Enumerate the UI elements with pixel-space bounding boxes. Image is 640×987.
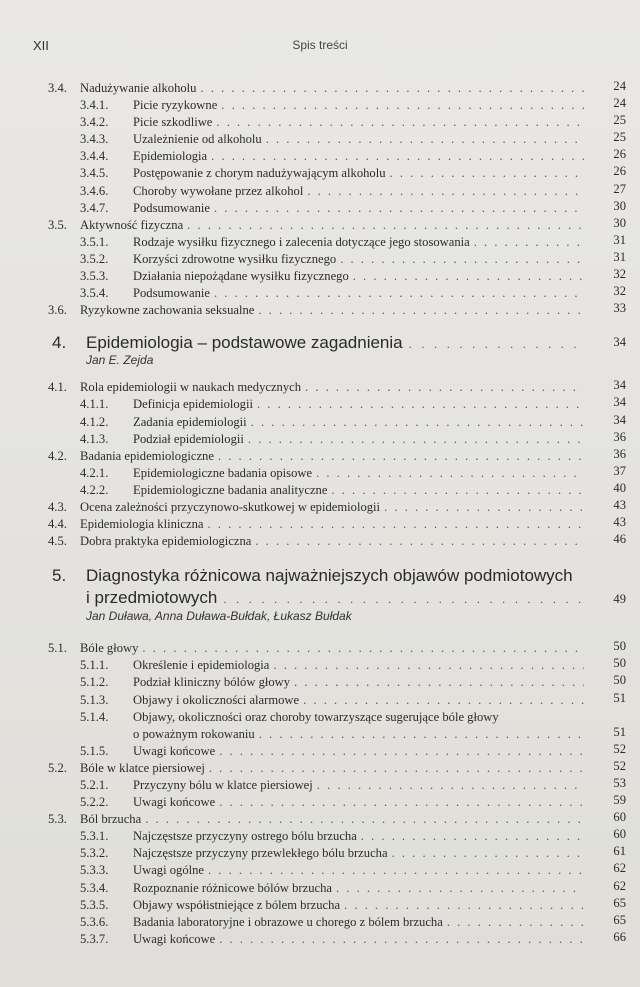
toc-entry[interactable] (0, 640, 640, 657)
entry-page: 65 (613, 912, 626, 927)
entry-title: Epidemiologiczne badania opisowe (133, 465, 313, 480)
toc-entry[interactable] (0, 302, 640, 319)
entry-title: Rodzaje wysiłku fizycznego i zalecenia dotyczące jego stosowania (133, 234, 470, 249)
leader-dots (221, 97, 584, 114)
toc-entry[interactable] (0, 777, 640, 794)
entry-title: Postępowanie z chorym nadużywającym alkoholu (133, 166, 386, 181)
entry-page: 24 (613, 79, 626, 93)
entry-page: 61 (613, 844, 626, 859)
entry-number: 4.1.1. (80, 397, 109, 412)
leader-dots (392, 845, 584, 862)
toc-entry[interactable] (0, 396, 640, 413)
entry-number: 3.4.3. (80, 132, 109, 147)
toc-entry[interactable] (0, 183, 640, 200)
toc-entry[interactable] (0, 811, 640, 828)
leader-dots (258, 302, 584, 319)
leader-dots (317, 777, 584, 794)
leader-dots (294, 674, 584, 691)
entry-number: 4.4. (48, 517, 67, 532)
entry-number: 5.1.5. (80, 743, 109, 758)
entry-title: Podział epidemiologii (133, 431, 244, 446)
entry-title: Picie szkodliwe (133, 115, 213, 130)
entry-title: Aktywność fizyczna (80, 217, 184, 232)
entry-number: 5.3.5. (80, 897, 109, 912)
leader-dots (145, 811, 584, 828)
toc-entry[interactable] (0, 414, 640, 431)
entry-number: 4.1.2. (80, 414, 109, 429)
toc-entry[interactable] (0, 431, 640, 448)
entry-number: 3.6. (48, 303, 67, 318)
toc-entry[interactable] (0, 465, 640, 482)
chapter-5-entries (0, 640, 640, 948)
entry-number: 5.1. (48, 641, 67, 656)
entry-page: 43 (613, 515, 626, 530)
leader-dots (211, 148, 584, 165)
entry-number: 4.5. (48, 534, 67, 549)
entry-title: Definicja epidemiologii (133, 397, 253, 412)
leader-dots (142, 640, 584, 657)
toc-entry[interactable] (0, 760, 640, 777)
entry-title: Podział kliniczny bólów głowy (133, 675, 291, 690)
entry-number: 5.1.2. (80, 675, 109, 690)
entry-page: 60 (613, 810, 626, 825)
section-3-entries (0, 80, 640, 319)
toc-entry[interactable] (0, 97, 640, 114)
entry-number: 5.1.3. (80, 692, 109, 707)
entry-number: 5.1.1. (80, 658, 109, 673)
entry-number: 4.2.2. (80, 482, 109, 497)
chapter-title: Epidemiologia – podstawowe zagadnienia (86, 333, 403, 353)
toc-entry[interactable] (0, 726, 640, 743)
entry-number: 3.4. (48, 81, 67, 95)
entry-number: 3.4.6. (80, 183, 109, 198)
entry-page: 30 (613, 215, 626, 230)
entry-title: Przyczyny bólu w klatce piersiowej (133, 778, 313, 792)
entry-title: Objawy i okoliczności alarmowe (133, 692, 300, 707)
entry-title: Picie ryzykowne (133, 98, 218, 113)
leader-dots (223, 588, 584, 608)
entry-number: 3.5.2. (80, 251, 109, 266)
entry-page: 34 (613, 395, 626, 410)
leader-dots (305, 379, 584, 396)
leader-dots (248, 431, 584, 448)
entry-title: Objawy współistniejące z bólem brzucha (133, 897, 341, 912)
entry-title: Bóle w klatce piersiowej (80, 760, 205, 775)
toc-entry[interactable] (0, 448, 640, 465)
entry-page: 30 (613, 198, 626, 213)
entry-number: 4.1.3. (80, 431, 109, 446)
entry-number: 5.3.6. (80, 914, 109, 929)
leader-dots (409, 333, 584, 353)
leader-dots (390, 165, 584, 182)
leader-dots (273, 657, 584, 674)
entry-title: Uwagi końcowe (133, 931, 216, 946)
entry-page: 32 (613, 267, 626, 282)
entry-page: 59 (613, 793, 626, 808)
chapter-author: Jan Duława, Anna Duława-Bułdak, Łukasz Bułdak (86, 609, 352, 624)
entry-page: 62 (613, 861, 626, 876)
entry-title: Bóle głowy (80, 641, 139, 656)
toc-entry[interactable] (0, 251, 640, 268)
toc-entry[interactable] (0, 674, 640, 691)
leader-dots (316, 465, 584, 482)
toc-entry[interactable] (0, 845, 640, 862)
entry-page: 27 (613, 181, 626, 196)
toc-entry[interactable] (0, 148, 640, 165)
entry-title: Podsumowanie (133, 286, 210, 301)
chapter-5-heading[interactable] (0, 562, 640, 640)
entry-title: Zadania epidemiologii (133, 414, 247, 429)
entry-page: 62 (613, 878, 626, 893)
leader-dots (340, 251, 584, 268)
toc-entry[interactable] (0, 914, 640, 931)
chapter-4-heading[interactable] (0, 329, 640, 379)
toc-entry[interactable] (0, 880, 640, 897)
leader-dots (219, 743, 584, 760)
table-of-contents (0, 80, 640, 948)
entry-number: 4.2. (48, 448, 67, 463)
entry-page: 53 (613, 776, 626, 790)
leader-dots (361, 828, 584, 845)
entry-number: 5.3.3. (80, 863, 109, 878)
leader-dots (219, 794, 584, 811)
leader-dots (219, 931, 584, 948)
entry-title: Rola epidemiologii w naukach medycznych (80, 380, 302, 395)
entry-page: 37 (613, 463, 626, 478)
leader-dots (207, 516, 584, 533)
toc-entry[interactable] (0, 657, 640, 674)
entry-page: 66 (613, 929, 626, 944)
entry-page: 40 (613, 480, 626, 495)
entry-number: 3.4.7. (80, 200, 109, 215)
toc-entry[interactable] (0, 165, 640, 182)
entry-page: 50 (613, 673, 626, 688)
leader-dots (259, 726, 584, 743)
entry-page: 52 (613, 758, 626, 773)
entry-title: Dobra praktyka epidemiologiczna (80, 534, 252, 549)
entry-page: 50 (613, 656, 626, 671)
toc-entry[interactable] (0, 794, 640, 811)
entry-number: 5.2.2. (80, 795, 109, 810)
entry-title: Epidemiologia (133, 149, 208, 164)
entry-number: 4.2.1. (80, 465, 109, 480)
entry-page: 25 (613, 130, 626, 145)
entry-title: Badania epidemiologiczne (80, 448, 214, 463)
entry-number: 5.2.1. (80, 778, 109, 792)
leader-dots (187, 217, 584, 234)
entry-title: Korzyści zdrowotne wysiłku fizycznego (133, 251, 337, 266)
chapter-number: 5. (52, 566, 67, 586)
leader-dots (214, 200, 584, 217)
entry-number: 5.3.1. (80, 829, 109, 844)
entry-page: 26 (613, 164, 626, 179)
leader-dots (255, 533, 584, 550)
entry-number: 5.3.4. (80, 880, 109, 895)
leader-dots (200, 80, 584, 97)
entry-page: 36 (613, 429, 626, 444)
entry-title: Ocena zależności przyczynowo-skutkowej w epidemiologii (80, 499, 381, 514)
toc-entry[interactable] (0, 862, 640, 879)
running-title: Spis treści (292, 38, 348, 52)
entry-title: Epidemiologia kliniczna (80, 517, 204, 532)
entry-title: Podsumowanie (133, 200, 210, 215)
leader-dots (336, 880, 584, 897)
entry-page: 43 (613, 497, 626, 512)
leader-dots (353, 268, 584, 285)
chapter-author: Jan E. Zejda (86, 353, 154, 368)
toc-entry[interactable] (0, 897, 640, 914)
entry-title: Uwagi końcowe (133, 743, 216, 758)
entry-page: 26 (613, 147, 626, 162)
entry-number: 5.2. (48, 760, 67, 775)
leader-dots (384, 499, 584, 516)
entry-title: Ból brzucha (80, 812, 142, 827)
toc-entry[interactable] (0, 217, 640, 234)
entry-number: 3.4.2. (80, 115, 109, 130)
leader-dots (209, 760, 584, 777)
leader-dots (307, 183, 584, 200)
entry-title: Uwagi ogólne (133, 863, 204, 878)
entry-page: 50 (613, 639, 626, 654)
leader-dots (331, 482, 584, 499)
toc-entry[interactable] (0, 516, 640, 533)
entry-number: 4.1. (48, 380, 67, 395)
entry-number: 3.5.3. (80, 269, 109, 284)
entry-title: Uwagi końcowe (133, 795, 216, 810)
toc-entry[interactable] (0, 499, 640, 516)
entry-number: 4.3. (48, 499, 67, 514)
chapter-number: 4. (52, 333, 67, 353)
toc-entry[interactable] (0, 709, 640, 726)
entry-page: 34 (613, 378, 626, 393)
toc-entry[interactable] (0, 234, 640, 251)
entry-number: 3.4.1. (80, 98, 109, 113)
chapter-page: 34 (613, 335, 626, 350)
entry-number: 3.4.4. (80, 149, 109, 164)
entry-page: 24 (613, 96, 626, 111)
leader-dots (257, 396, 584, 413)
page-number: XII (33, 38, 49, 53)
entry-number: 3.4.5. (80, 166, 109, 181)
entry-page: 46 (613, 532, 626, 547)
toc-entry[interactable] (0, 743, 640, 760)
entry-title: Choroby wywołane przez alkohol (133, 183, 304, 198)
entry-page: 25 (613, 113, 626, 128)
entry-number: 5.3.7. (80, 931, 109, 946)
leader-dots (344, 897, 584, 914)
entry-number: 3.5.1. (80, 234, 109, 249)
toc-entry[interactable] (0, 114, 640, 131)
entry-number: 3.5.4. (80, 286, 109, 301)
entry-number: 3.5. (48, 217, 67, 232)
entry-title: o poważnym rokowaniu (133, 726, 255, 741)
entry-title: Ryzykowne zachowania seksualne (80, 303, 255, 318)
leader-dots (218, 448, 584, 465)
leader-dots (208, 862, 584, 879)
entry-title: Najczęstsze przyczyny przewlekłego bólu brzucha (133, 846, 388, 861)
toc-entry[interactable] (0, 131, 640, 148)
entry-title: Epidemiologiczne badania analityczne (133, 482, 328, 497)
entry-title: Działania niepożądane wysiłku fizycznego (133, 269, 349, 284)
toc-entry[interactable] (0, 80, 640, 97)
entry-page: 31 (613, 249, 626, 264)
toc-entry[interactable] (0, 379, 640, 396)
entry-title: Badania laboratoryjne i obrazowe u chorego z bólem brzucha (133, 914, 443, 929)
entry-number: 5.1.4. (80, 709, 109, 724)
entry-page: 51 (613, 690, 626, 705)
toc-entry[interactable] (0, 200, 640, 217)
entry-title: Uzależnienie od alkoholu (133, 132, 262, 147)
entry-page: 36 (613, 446, 626, 461)
entry-page: 60 (613, 827, 626, 842)
entry-page: 51 (613, 724, 626, 739)
entry-number: 5.3. (48, 812, 67, 827)
leader-dots (303, 692, 584, 709)
toc-entry[interactable] (0, 931, 640, 948)
chapter-4-entries (0, 379, 640, 550)
toc-entry[interactable] (0, 482, 640, 499)
leader-dots (214, 285, 584, 302)
chapter-title-line2: i przedmiotowych (86, 588, 218, 608)
entry-number: 5.3.2. (80, 846, 109, 861)
entry-page: 33 (613, 301, 626, 316)
toc-entry[interactable] (0, 285, 640, 302)
entry-title: Objawy, okoliczności oraz choroby towarzyszące sugerujące bóle głowy (133, 709, 499, 724)
entry-title: Określenie i epidemiologia (133, 658, 270, 673)
leader-dots (474, 234, 584, 251)
entry-page: 31 (613, 232, 626, 247)
entry-title: Rozpoznanie różnicowe bólów brzucha (133, 880, 332, 895)
leader-dots (251, 414, 584, 431)
entry-title: Najczęstsze przyczyny ostrego bólu brzucha (133, 829, 357, 844)
toc-entry[interactable] (0, 533, 640, 550)
chapter-title-line1: Diagnostyka różnicowa najważniejszych objawów podmiotowych (86, 566, 573, 586)
leader-dots (447, 914, 584, 931)
toc-entry[interactable] (0, 268, 640, 285)
entry-page: 52 (613, 741, 626, 756)
entry-page: 65 (613, 895, 626, 910)
entry-page: 34 (613, 412, 626, 427)
chapter-page: 49 (613, 592, 626, 607)
entry-title: Nadużywanie alkoholu (80, 81, 197, 95)
leader-dots (266, 131, 584, 148)
toc-entry[interactable] (0, 828, 640, 845)
leader-dots (216, 114, 584, 131)
toc-entry[interactable] (0, 692, 640, 709)
entry-page: 32 (613, 284, 626, 299)
